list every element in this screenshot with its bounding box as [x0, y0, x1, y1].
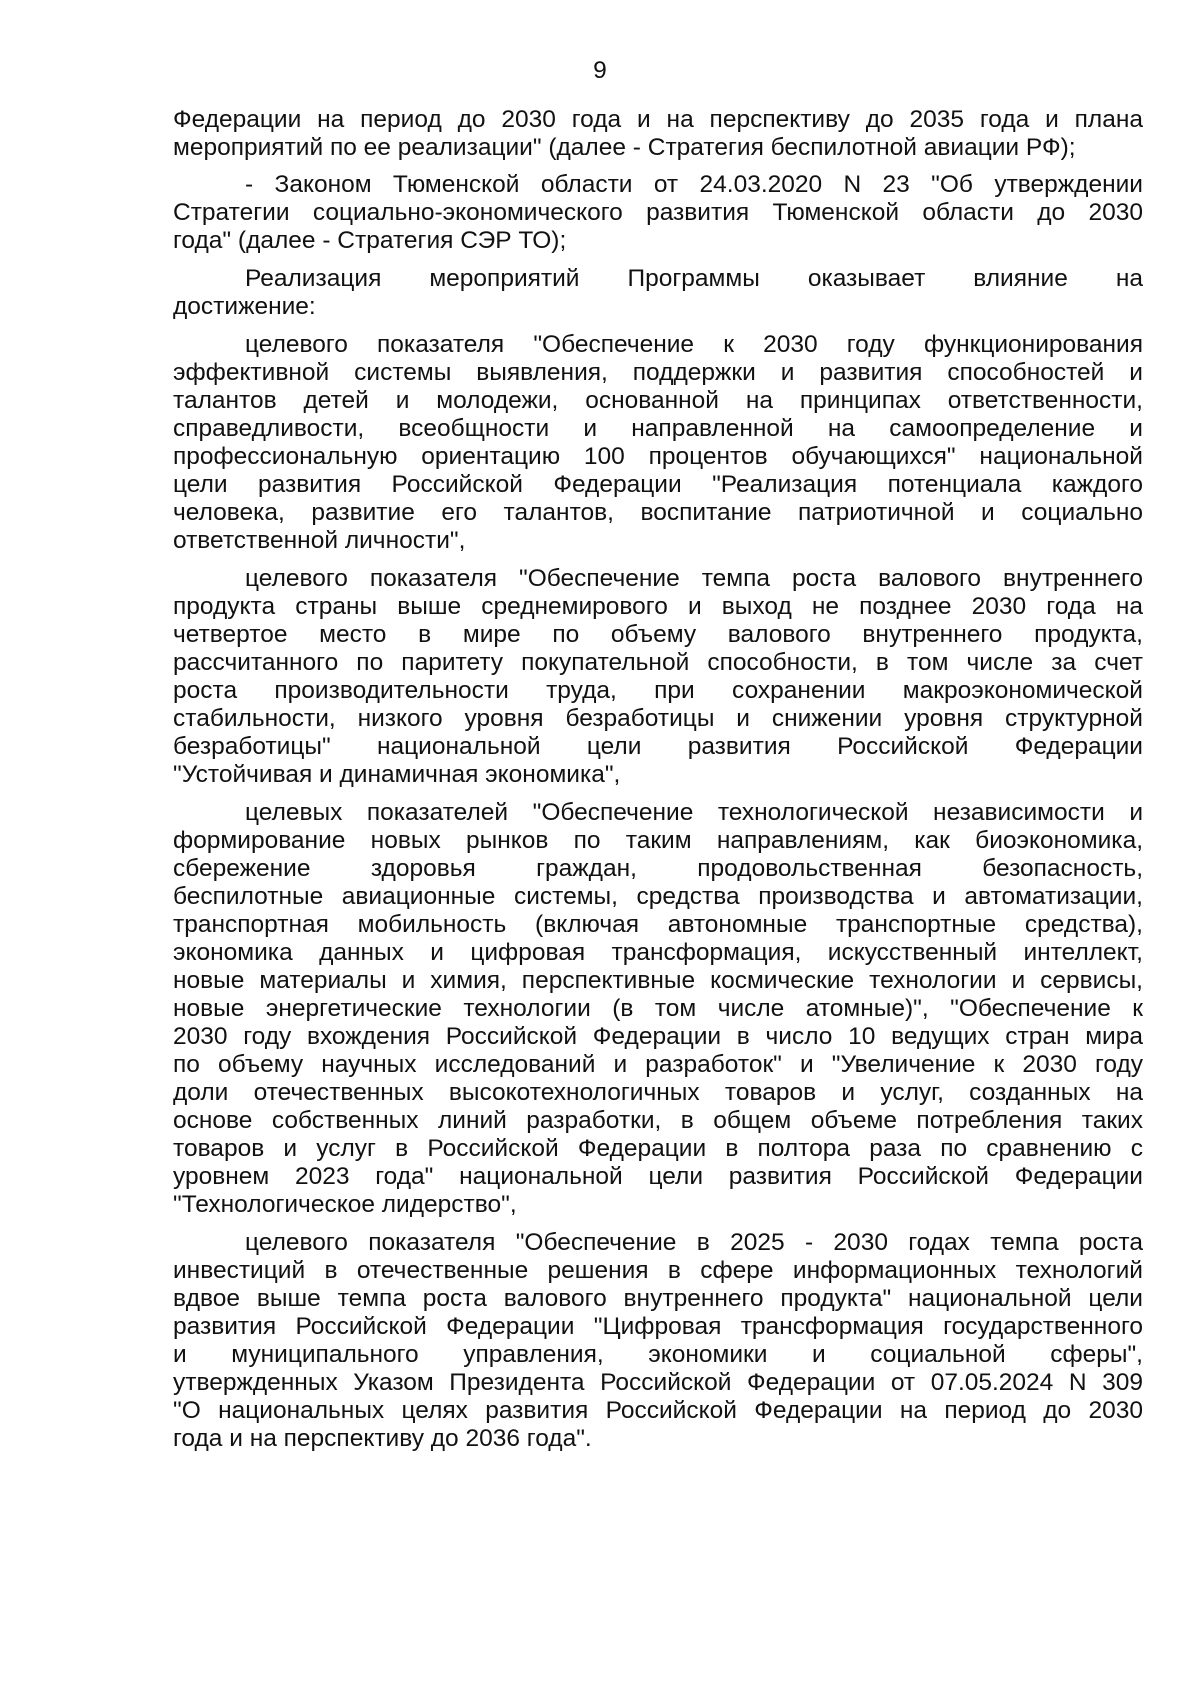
text-line: и муниципального управления, экономики и социальной сферы", — [173, 1341, 1143, 1368]
text-line: "Устойчивая и динамичная экономика", — [173, 761, 621, 788]
text-line: новые энергетические технологии (в том числе атомные)", "Обеспечение к — [173, 995, 1143, 1022]
page-number: 9 — [593, 57, 607, 84]
text-line: талантов детей и молодежи, основанной на принципах ответственности, — [173, 387, 1143, 414]
text-line: - Законом Тюменской области от 24.03.2020 N 23 "Об утверждении — [245, 171, 1143, 198]
text-line: вдвое выше темпа роста валового внутреннего продукта" национальной цели — [173, 1285, 1143, 1312]
text-line: по объему научных исследований и разработок" и "Увеличение к 2030 году — [173, 1051, 1143, 1078]
text-line: продукта страны выше среднемирового и выход не позднее 2030 года на — [173, 593, 1143, 620]
text-line: года и на перспективу до 2036 года". — [173, 1425, 592, 1452]
text-line: целевого показателя "Обеспечение в 2025 - 2030 годах темпа роста — [245, 1229, 1143, 1256]
text-line: эффективной системы выявления, поддержки и развития способностей и — [173, 359, 1143, 386]
text-line: новые материалы и химия, перспективные космические технологии и сервисы, — [173, 967, 1143, 994]
text-line: цели развития Российской Федерации "Реализация потенциала каждого — [173, 471, 1143, 498]
text-line: "Технологическое лидерство", — [173, 1191, 517, 1218]
text-line: Реализация мероприятий Программы оказывает влияние на — [245, 265, 1143, 292]
text-line: развития Российской Федерации "Цифровая трансформация государственного — [173, 1313, 1143, 1340]
text-line: экономика данных и цифровая трансформация, искусственный интеллект, — [173, 939, 1143, 966]
text-line: профессиональную ориентацию 100 процентов обучающихся" национальной — [173, 443, 1143, 470]
text-line: человека, развитие его талантов, воспитание патриотичной и социально — [173, 499, 1143, 526]
text-line: стабильности, низкого уровня безработицы и снижении уровня структурной — [173, 705, 1143, 732]
text-line: сбережение здоровья граждан, продовольственная безопасность, — [173, 855, 1143, 882]
text-line: целевого показателя "Обеспечение темпа роста валового внутреннего — [245, 565, 1143, 592]
text-line: четвертое место в мире по объему валового внутреннего продукта, — [173, 621, 1143, 648]
text-line: безработицы" национальной цели развития Российской Федерации — [173, 733, 1143, 760]
text-line: уровнем 2023 года" национальной цели развития Российской Федерации — [173, 1163, 1143, 1190]
text-line: "О национальных целях развития Российской Федерации на период до 2030 — [173, 1397, 1143, 1424]
text-line: мероприятий по ее реализации" (далее - Стратегия беспилотной авиации РФ); — [173, 134, 1076, 161]
text-line: беспилотные авиационные системы, средства производства и автоматизации, — [173, 883, 1143, 910]
text-line: 2030 году вхождения Российской Федерации в число 10 ведущих стран мира — [173, 1023, 1143, 1050]
text-line: транспортная мобильность (включая автономные транспортные средства), — [173, 911, 1143, 938]
text-line: года" (далее - Стратегия СЭР ТО); — [173, 227, 567, 254]
text-line: инвестиций в отечественные решения в сфере информационных технологий — [173, 1257, 1143, 1284]
text-line: товаров и услуг в Российской Федерации в полтора раза по сравнению с — [173, 1135, 1143, 1162]
text-line: достижение: — [173, 293, 316, 320]
text-line: ответственной личности", — [173, 527, 466, 554]
text-line: Стратегии социально-экономического развития Тюменской области до 2030 — [173, 199, 1143, 226]
text-line: утвержденных Указом Президента Российской Федерации от 07.05.2024 N 309 — [173, 1369, 1143, 1396]
text-line: основе собственных линий разработки, в общем объеме потребления таких — [173, 1107, 1143, 1134]
text-line: справедливости, всеобщности и направленной на самоопределение и — [173, 415, 1143, 442]
text-line: роста производительности труда, при сохранении макроэкономической — [173, 677, 1143, 704]
text-line: доли отечественных высокотехнологичных товаров и услуг, созданных на — [173, 1079, 1143, 1106]
text-line: целевого показателя "Обеспечение к 2030 году функционирования — [245, 331, 1143, 358]
text-line: формирование новых рынков по таким направлениям, как биоэкономика, — [173, 827, 1143, 854]
text-line: целевых показателей "Обеспечение технологической независимости и — [245, 799, 1143, 826]
text-line: Федерации на период до 2030 года и на перспективу до 2035 года и плана — [173, 106, 1143, 133]
text-line: рассчитанного по паритету покупательной способности, в том числе за счет — [173, 649, 1143, 676]
